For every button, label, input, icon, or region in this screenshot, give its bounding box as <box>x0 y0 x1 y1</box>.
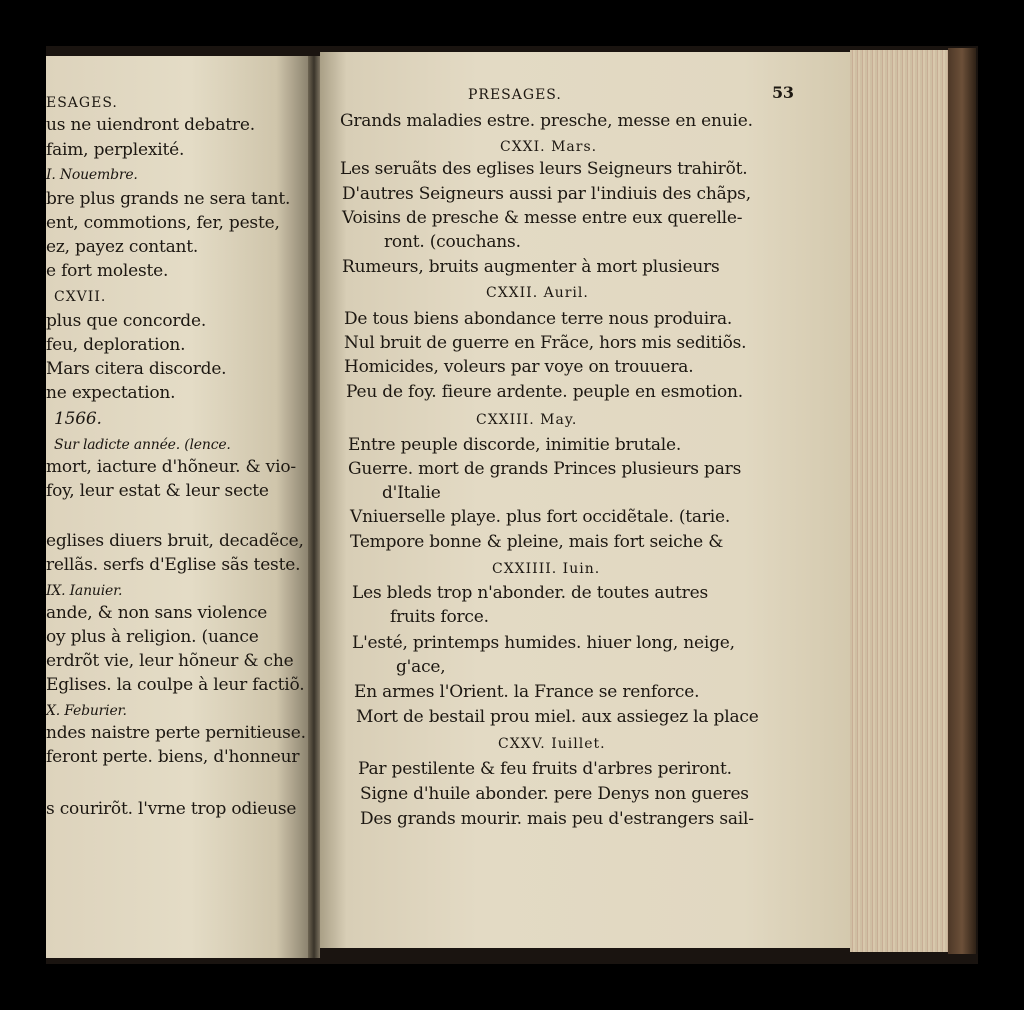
right-text-line: D'autres Seigneurs aussi par l'indiuis des chãps, <box>342 184 751 204</box>
right-text-line: Par pestilente & feu fruits d'arbres periront. <box>358 759 732 779</box>
right-text-line: fruits force. <box>390 607 489 627</box>
left-text-line: plus que concorde. <box>46 311 207 331</box>
left-text-line: s courirõt. l'vrne trop odieuse <box>46 799 297 819</box>
right-page <box>320 52 850 948</box>
left-text-line: ent, commotions, fer, peste, <box>46 213 280 233</box>
left-text-line: foy, leur estat & leur secte <box>46 481 269 501</box>
left-numeral-heading: CXVII. <box>54 289 107 305</box>
right-text-line: Peu de foy. fieure ardente. peuple en esmotion. <box>346 382 743 402</box>
right-text-line: g'ace, <box>396 657 446 677</box>
right-text-line: ront. (couchans. <box>384 232 521 252</box>
right-text-line: Homicides, voleurs par voye on trouuera. <box>344 357 694 377</box>
left-year-heading: 1566. <box>54 409 102 429</box>
right-text-line: Mort de bestail prou miel. aux assiegez la place <box>356 707 759 727</box>
right-numeral-heading: CXXIIII. Iuin. <box>492 561 601 577</box>
left-text-line: Eglises. la coulpe à leur factiõ. <box>46 675 305 695</box>
page-number: 53 <box>772 83 794 102</box>
right-text-line: Les seruãts des eglises leurs Seigneurs trahirõt. <box>340 159 748 179</box>
right-running-head: PRESAGES. <box>468 87 562 103</box>
left-text-line: ande, & non sans violence <box>46 603 268 623</box>
left-month-heading: X. Feburier. <box>46 703 127 719</box>
left-text-line: feront perte. biens, d'honneur <box>46 747 300 767</box>
open-book <box>46 46 978 964</box>
left-text-line: e fort moleste. <box>46 261 169 281</box>
right-text-line: Vniuerselle playe. plus fort occidẽtale. (tarie. <box>350 507 731 527</box>
right-text-line: Signe d'huile abonder. pere Denys non gueres <box>360 784 749 804</box>
right-numeral-heading: CXXIII. May. <box>476 412 578 428</box>
right-text-line: Rumeurs, bruits augmenter à mort plusieurs <box>342 257 720 277</box>
book-cover-edge <box>948 48 976 954</box>
page-edge-block <box>850 50 948 952</box>
left-text-line: rellãs. serfs d'Eglise sãs teste. <box>46 555 301 575</box>
right-text-line: Guerre. mort de grands Princes plusieurs pars <box>348 459 742 479</box>
left-text-line: faim, perplexité. <box>46 140 185 160</box>
right-text-line: En armes l'Orient. la France se renforce. <box>354 682 700 702</box>
right-text-line: Grands maladies estre. presche, messe en enuie. <box>340 111 753 131</box>
right-text-line: Les bleds trop n'abonder. de toutes autres <box>352 583 708 603</box>
left-text-line: ne expectation. <box>46 383 176 403</box>
right-text-line: De tous biens abondance terre nous produira. <box>344 309 733 329</box>
right-text-line: Des grands mourir. mais peu d'estrangers sail- <box>360 809 754 829</box>
left-text-line: bre plus grands ne sera tant. <box>46 189 291 209</box>
left-text-line: feu, deploration. <box>46 335 186 355</box>
left-text-line: ndes naistre perte pernitieuse. <box>46 723 306 743</box>
right-text-line: Entre peuple discorde, inimitie brutale. <box>348 435 682 455</box>
left-month-heading: IX. Ianuier. <box>46 583 123 599</box>
right-text-line: d'Italie <box>382 483 441 503</box>
right-text-line: Tempore bonne & pleine, mais fort seiche & <box>350 532 724 552</box>
left-month-heading: I. Nouembre. <box>46 167 138 183</box>
left-text-line: Sur ladicte année. (lence. <box>54 437 231 453</box>
right-text-line: L'esté, printemps humides. hiuer long, neige, <box>352 633 735 653</box>
left-text-line: erdrõt vie, leur hõneur & che <box>46 651 294 671</box>
right-numeral-heading: CXXII. Auril. <box>486 285 589 301</box>
left-text-line: mort, iacture d'hõneur. & vio- <box>46 457 296 477</box>
right-text-line: Nul bruit de guerre en Frãce, hors mis seditiõs. <box>344 333 747 353</box>
left-running-head: ESAGES. <box>46 95 118 111</box>
left-page <box>46 56 308 958</box>
left-text-line: eglises diuers bruit, decadẽce, <box>46 531 304 551</box>
right-numeral-heading: CXXV. Iuillet. <box>498 736 606 752</box>
left-text-line: Mars citera discorde. <box>46 359 227 379</box>
book-gutter <box>308 56 320 958</box>
right-text-line: Voisins de presche & messe entre eux querelle- <box>342 208 743 228</box>
left-text-line: us ne uiendront debatre. <box>46 115 255 135</box>
left-text-line: oy plus à religion. (uance <box>46 627 259 647</box>
right-numeral-heading: CXXI. Mars. <box>500 139 598 155</box>
left-text-line: ez, payez contant. <box>46 237 199 257</box>
